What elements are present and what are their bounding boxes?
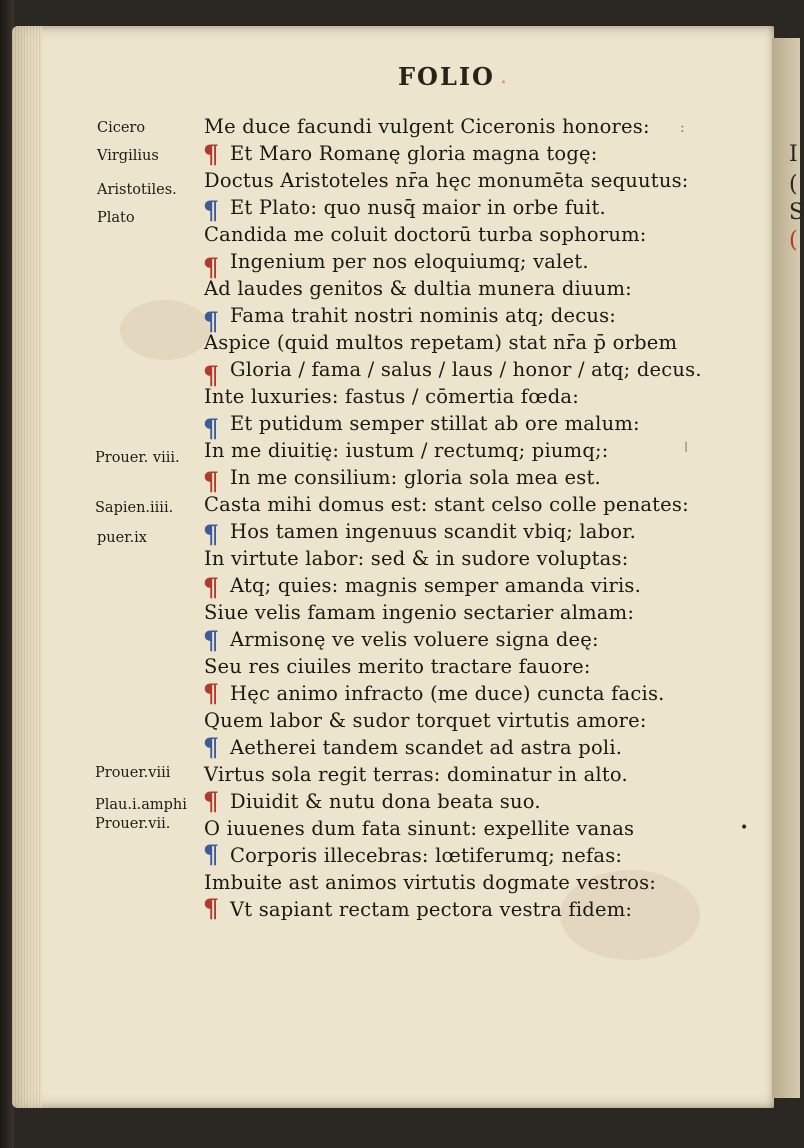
- paragraph-mark-red-icon: ¶: [203, 253, 219, 282]
- folio-header: FOLIO: [398, 62, 495, 91]
- verse-line: In me consilium: gloria sola mea est.: [230, 466, 601, 489]
- paragraph-mark-blue-icon: ¶: [203, 196, 219, 225]
- paragraph-mark-blue-icon: ¶: [203, 414, 219, 443]
- verse-line: In virtute labor: sed & in sudore voluptas:: [204, 547, 629, 570]
- paragraph-mark-red-icon: ¶: [203, 679, 219, 708]
- verse-line: O iuuenes dum fata sinunt: expellite vanas: [204, 817, 635, 840]
- facing-page-fragment: I: [789, 142, 798, 167]
- margin-note: Prouer.vii.: [95, 816, 171, 832]
- verse-line: Armisonę ve velis voluere signa deę:: [230, 628, 599, 651]
- verse-line: Virtus sola regit terras: dominatur in alto.: [204, 763, 628, 786]
- verse-line: Corporis illecebras: lœtiferumq; nefas:: [230, 844, 623, 867]
- verse-line: Ad laudes genitos & dultia munera diuum:: [204, 277, 632, 300]
- facing-page-edge: [772, 38, 800, 1098]
- paragraph-mark-red-icon: ¶: [203, 467, 219, 496]
- paragraph-mark-red-icon: ¶: [203, 361, 219, 390]
- verse-line: Quem labor & sudor torquet virtutis amore:: [204, 709, 647, 732]
- margin-note: Plau.i.amphi: [95, 797, 187, 813]
- paragraph-mark-red-icon: ¶: [203, 140, 219, 169]
- verse-line: Doctus Aristoteles nr̄a hęc monumēta sequutus:: [204, 169, 689, 192]
- verse-line: Diuidit & nutu dona beata suo.: [230, 790, 541, 813]
- page-edges: [12, 26, 42, 1108]
- margin-note: Plato: [97, 210, 135, 226]
- margin-note: puer.ix: [97, 530, 147, 546]
- paragraph-mark-red-icon: ¶: [203, 894, 219, 923]
- verse-line: Et Plato: quo nusq̄ maior in orbe fuit.: [230, 196, 606, 219]
- verse-line: Ingenium per nos eloquiumq; valet.: [230, 250, 589, 273]
- facing-page-fragment: (: [789, 172, 798, 197]
- verse-line: Siue velis famam ingenio sectarier almam:: [204, 601, 635, 624]
- paper-stain: [120, 300, 210, 360]
- verse-line: Me duce facundi vulgent Ciceronis honores:: [204, 115, 650, 138]
- verse-line: Seu res ciuiles merito tractare fauore:: [204, 655, 591, 678]
- paragraph-mark-blue-icon: ¶: [203, 520, 219, 549]
- margin-mark: ǀ: [684, 440, 689, 456]
- margin-note: Cicero: [97, 120, 146, 136]
- verse-line: Casta mihi domus est: stant celso colle penates:: [204, 493, 689, 516]
- verse-line: Et Maro Romanę gloria magna togę:: [230, 142, 598, 165]
- paragraph-mark-red-icon: ¶: [203, 787, 219, 816]
- verse-line: Aspice (quid multos repetam) stat nr̄a p̄ orbem: [204, 331, 678, 354]
- facing-page-fragment: S: [789, 200, 804, 225]
- margin-note: Prouer. viii.: [95, 450, 180, 466]
- margin-note: Sapien.iiii.: [95, 500, 174, 516]
- verse-line: Vt sapiant rectam pectora vestra fidem:: [230, 898, 633, 921]
- verse-line: Et putidum semper stillat ab ore malum:: [230, 412, 640, 435]
- verse-line: Aetherei tandem scandet ad astra poli.: [230, 736, 623, 759]
- paragraph-mark-blue-icon: ¶: [203, 307, 219, 336]
- folio-ornament: .: [500, 64, 507, 89]
- verse-line: Hos tamen ingenuus scandit vbiq; labor.: [230, 520, 637, 543]
- margin-mark: •: [740, 820, 749, 836]
- facing-page-fragment: (: [789, 228, 798, 253]
- paragraph-mark-blue-icon: ¶: [203, 840, 219, 869]
- verse-line: Atq; quies: magnis semper amanda viris.: [230, 574, 642, 597]
- verse-line: Candida me coluit doctorū turba sophorum:: [204, 223, 647, 246]
- verse-line: Imbuite ast animos virtutis dogmate vestros:: [204, 871, 657, 894]
- paragraph-mark-red-icon: ¶: [203, 573, 219, 602]
- paragraph-mark-blue-icon: ¶: [203, 733, 219, 762]
- paragraph-mark-blue-icon: ¶: [203, 626, 219, 655]
- verse-line: In me diuitię: iustum / rectumq; piumq;:: [204, 439, 609, 462]
- verse-line: Hęc animo infracto (me duce) cuncta facis.: [230, 682, 665, 705]
- verse-line: Fama trahit nostri nominis atq; decus:: [230, 304, 617, 327]
- margin-mark: :: [680, 120, 685, 136]
- margin-note: Aristotiles.: [97, 182, 177, 198]
- verse-line: Gloria / fama / salus / laus / honor / atq; decus.: [230, 358, 702, 381]
- margin-note: Virgilius: [97, 148, 159, 164]
- margin-note: Prouer.viii: [95, 765, 171, 781]
- verse-line: Inte luxuries: fastus / cōmertia fœda:: [204, 385, 579, 408]
